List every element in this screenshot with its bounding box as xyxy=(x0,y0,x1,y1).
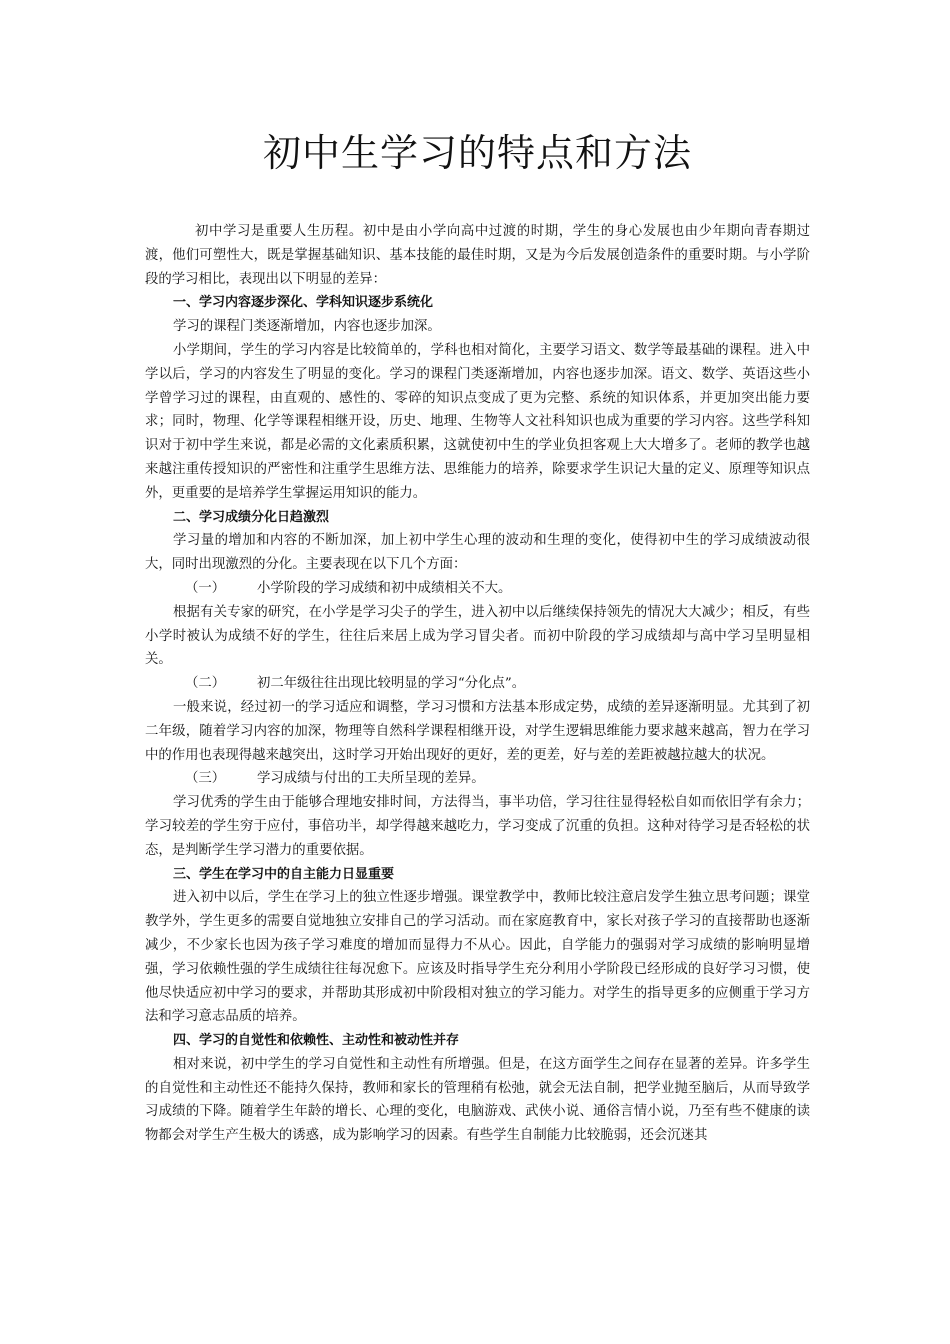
paragraph: 一般来说，经过初一的学习适应和调整，学习习惯和方法基本形成定势，成绩的差异逐渐明显。尤其到了初二年级，随着学习内容的加深，物理等自然科学课程相继开设，对学生逻辑思维能力要求越来越高，智力在学习中的作用也表现得越来越突出，这时学习开始出现好的更好，差的更差，好与差的差距被越拉越大的状况。 xyxy=(145,699,810,763)
document-body xyxy=(145,220,810,1148)
subsection-1 xyxy=(145,577,810,601)
paragraph: 学习优秀的学生由于能够合理地安排时间，方法得当，事半功倍，学习往往显得轻松自如而依旧学有余力；学习较差的学生穷于应付，事倍功半，却学得越来越吃力，学习变成了沉重的负担。这种对待学习是否轻松的状态，是判断学生学习潜力的重要依据。 xyxy=(145,795,810,858)
document-title: 初中生学习的特点和方法 xyxy=(262,131,692,175)
subsection-text: 初二年级往往出现比较明显的学习“分化点”。 xyxy=(257,676,526,692)
paragraph: 学习的课程门类逐渐增加，内容也逐步加深。 xyxy=(173,319,441,335)
section-heading-2: 二、学习成绩分化日趋激烈 xyxy=(173,509,330,525)
subsection-3 xyxy=(145,767,810,791)
subsection-number: （一） xyxy=(185,580,226,596)
subsection-2 xyxy=(145,672,810,696)
intro-paragraph: 初中学习是重要人生历程。初中是由小学向高中过渡的时期，学生的身心发展也由少年期向青春期过渡，他们可塑性大，既是掌握基础知识、基本技能的最佳时期，又是为今后发展创造条件的重要时期。与小学阶段的学习相比，表现出以下明显的差异： xyxy=(145,224,810,287)
paragraph: 相对来说，初中学生的学习自觉性和主动性有所增强。但是，在这方面学生之间存在显著的差异。许多学生的自觉性和主动性还不能持久保持，教师和家长的管理稍有松弛，就会无法自制，把学业抛至脑后，从而导致学习成绩的下降。随着学生年龄的增长、心理的变化，电脑游戏、武侠小说、通俗言情小说，乃至有些不健康的读物都会对学生产生极大的诱惑，成为影响学习的因素。有些学生自制能力比较脆弱，还会沉迷其 xyxy=(145,1056,810,1144)
subsection-text: 小学阶段的学习成绩和初中成绩相关不大。 xyxy=(257,580,512,596)
paragraph: 进入初中以后，学生在学习上的独立性逐步增强。课堂教学中，教师比较注意启发学生独立思考问题；课堂教学外，学生更多的需要自觉地独立安排自己的学习活动。而在家庭教育中，家长对孩子学习的直接帮助也逐渐减少，不少家长也因为孩子学习难度的增加而显得力不从心。因此，自学能力的强弱对学习成绩的影响明显增强，学习依赖性强的学生成绩往往每况愈下。应该及时指导学生充分利用小学阶段已经形成的良好学习习惯，使他尽快适应初中学习的要求，并帮助其形成初中阶段相对独立的学习能力。对学生的指导更多的应侧重于学习方法和学习意志品质的培养。 xyxy=(145,890,810,1025)
section-heading-4: 四、学习的自觉性和依赖性、主动性和被动性并存 xyxy=(173,1033,460,1049)
section-heading-3: 三、学生在学习中的自主能力日显重要 xyxy=(173,866,395,882)
paragraph: 小学期间，学生的学习内容是比较简单的，学科也相对简化，主要学习语文、数学等最基础的课程。进入中学以后，学习的内容发生了明显的变化。学习的课程门类逐渐增加，内容也逐步加深。语文、数学、英语这些小学曾学习过的课程，由直观的、感性的、零碎的知识点变成了更为完整、系统的知识体系，并更加突出能力要求；同时，物理、化学等课程相继开设，历史、地理、生物等人文社科知识也成为重要的学习内容。这些学科知识对于初中学生来说，都是必需的文化素质积累，这就使初中生的学业负担客观上大大增多了。老师的教学也越来越注重传授知识的严密性和注重学生思维方法、思维能力的培养，除要求学生识记大量的定义、原理等知识点外，更重要的是培养学生掌握运用知识的能力。 xyxy=(145,342,810,501)
subsection-text: 学习成绩与付出的工夫所呈现的差异。 xyxy=(257,771,485,787)
section-heading-1: 一、学习内容逐步深化、学科知识逐步系统化 xyxy=(173,295,434,311)
subsection-number: （二） xyxy=(185,676,226,692)
paragraph: 学习量的增加和内容的不断加深，加上初中学生心理的波动和生理的变化，使得初中生的学习成绩波动很大，同时出现激烈的分化。主要表现在以下几个方面： xyxy=(145,533,810,573)
paragraph: 根据有关专家的研究，在小学是学习尖子的学生，进入初中以后继续保持领先的情况大大减少；相反，有些小学时被认为成绩不好的学生，往往后来居上成为学习冒尖者。而初中阶段的学习成绩却与高中学习呈明显相关。 xyxy=(145,604,810,668)
subsection-number: （三） xyxy=(185,771,226,787)
